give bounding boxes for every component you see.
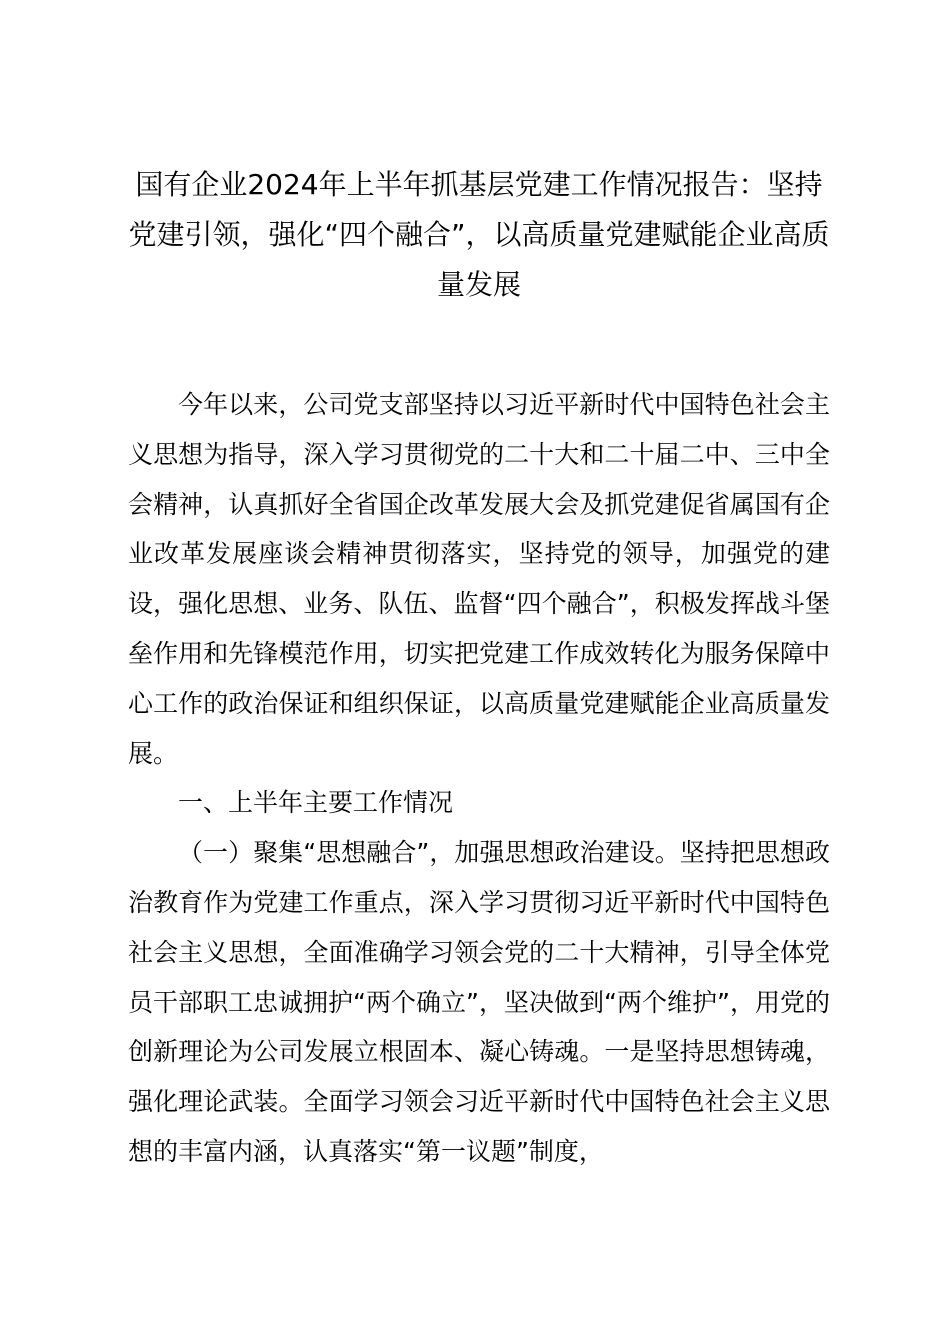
- intro-paragraph: 今年以来，公司党支部坚持以习近平新时代中国特色社会主义思想为指导，深入学习贯彻党的二十大和二十届二中、三中全会精神，认真抓好全省国企改革发展大会及抓党建促省属国有企业改革发展座谈会精神贯彻落实，坚持党的领导，加强党的建设，强化思想、业务、队伍、监督“四个融合”，积极发挥战斗堡垒作用和先锋模范作用，切实把党建工作成效转化为服务保障中心工作的政治保证和组织保证，以高质量党建赋能企业高质量发展。: [128, 390, 830, 768]
- section-heading: 一、上半年主要工作情况: [178, 788, 454, 818]
- document-title: 国有企业2024年上半年抓基层党建工作情况报告：坚持党建引领，强化“四个融合”，以高质量党建赋能企业高质量发展: [128, 168, 830, 301]
- subsection-paragraph: （一）聚集“思想融合”，加强思想政治建设。坚持把思想政治教育作为党建工作重点，深入学习贯彻习近平新时代中国特色社会主义思想，全面准确学习领会党的二十大精神，引导全体党员干部职工忠诚拥护“两个确立”，坚决做到“两个维护”，用党的创新理论为公司发展立根固本、凝心铸魂。一是坚持思想铸魂，强化理论武装。全面学习领会习近平新时代中国特色社会主义思想的丰富内涵，认真落实“第一议题”制度，: [128, 838, 830, 1166]
- document-body: [128, 380, 830, 1177]
